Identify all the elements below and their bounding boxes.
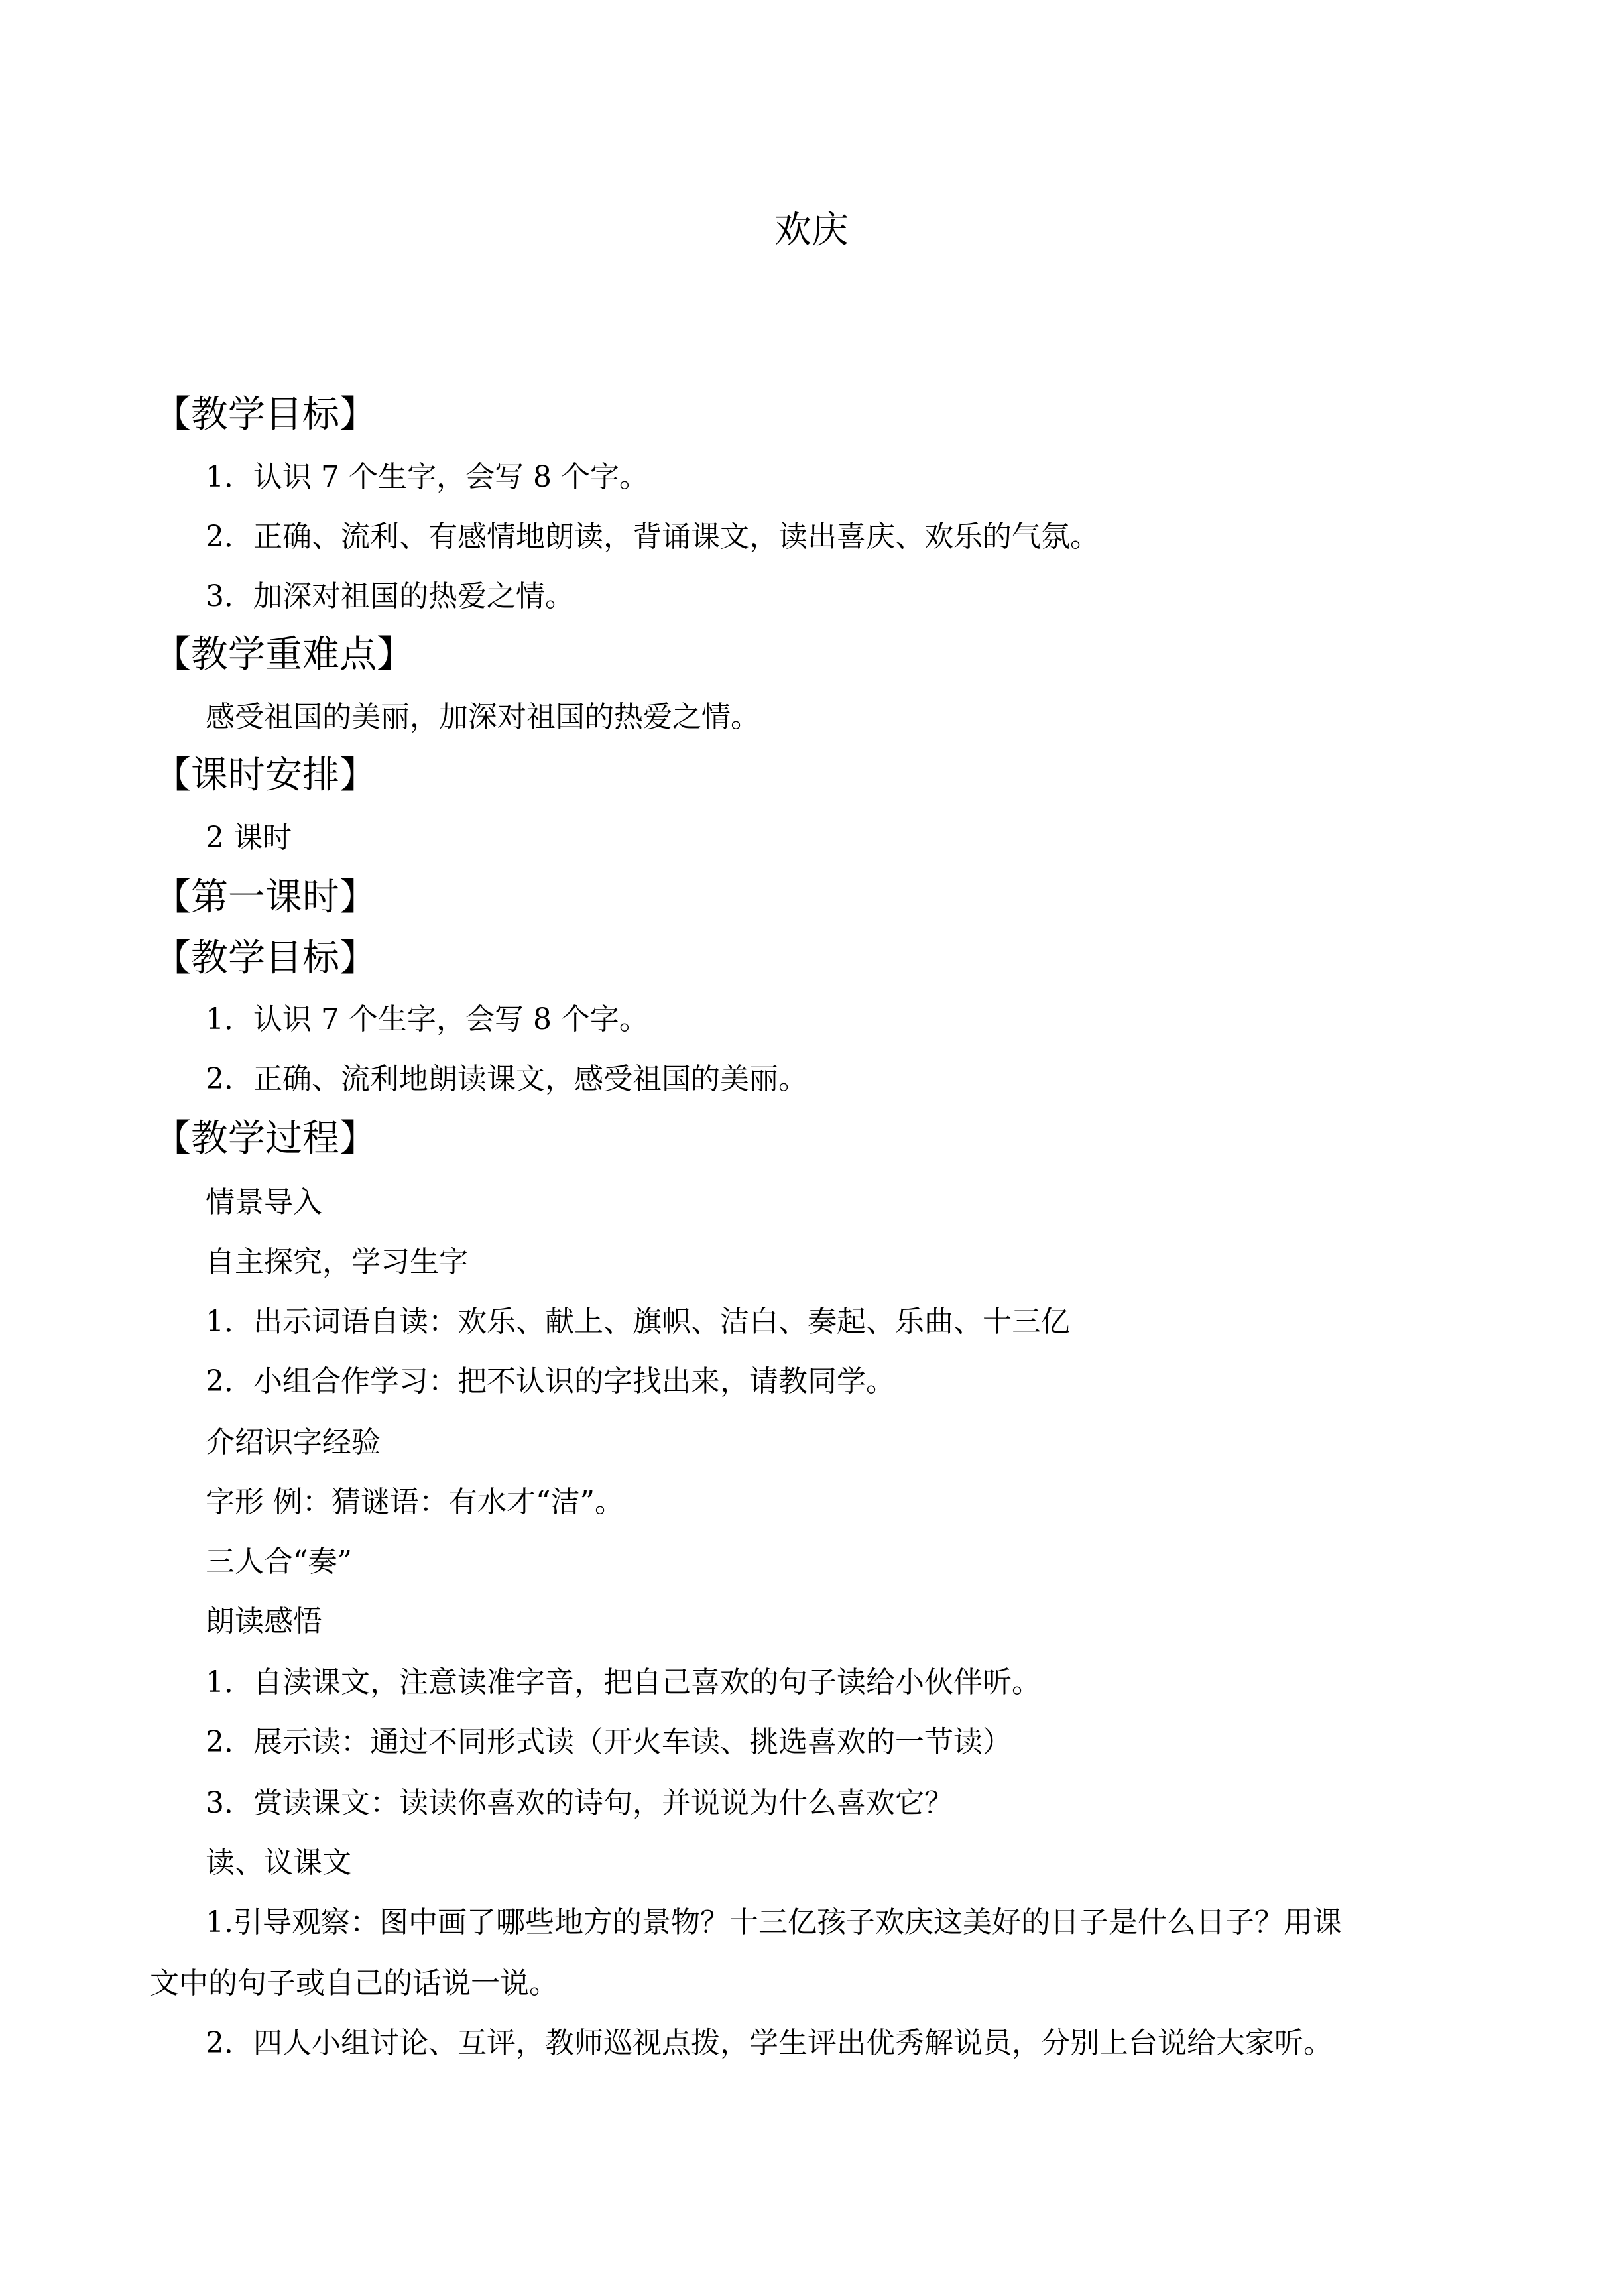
process-line: 2．小组合作学习：把不认识的字找出来，请教同学。 <box>206 1364 895 1398</box>
schedule-text: 2 课时 <box>206 821 292 855</box>
section-heading-goals: 【教学目标】 <box>154 393 377 436</box>
process-line-continuation: 文中的句子或自己的话说一说。 <box>150 1966 558 2000</box>
section-heading-key-points: 【教学重难点】 <box>154 633 414 676</box>
key-points-text: 感受祖国的美丽，加深对祖国的热爱之情。 <box>206 700 760 734</box>
process-line: 3．赏读课文：读读你喜欢的诗句，并说说为什么喜欢它？ <box>206 1786 953 1820</box>
process-line: 情景导入 <box>206 1185 322 1219</box>
process-line: 1．自渎课文，注意读准字音，把自己喜欢的句子读给小伙伴听。 <box>206 1665 1041 1699</box>
process-line: 三人合“奏” <box>206 1545 352 1579</box>
page-title: 欢庆 <box>774 209 849 252</box>
process-line: 1．出示词语自读：欢乐、献上、旗帜、洁白、奏起、乐曲、十三亿 <box>206 1305 1070 1339</box>
process-line: 2．展示读：通过不同形式读（开火车读、挑选喜欢的一节读） <box>206 1725 1012 1759</box>
process-line: 读、议课文 <box>206 1846 351 1880</box>
lesson-goal-item: 1．认识 7 个生字，会写 8 个字。 <box>206 1002 648 1036</box>
goal-item: 1．认识 7 个生字，会写 8 个字。 <box>206 460 648 494</box>
section-heading-schedule: 【课时安排】 <box>154 754 377 797</box>
process-line: 2．四人小组讨论、互评，教师巡视点拨，学生评出优秀解说员，分别上台说给大家听。 <box>206 2026 1333 2060</box>
process-line: 1.引导观察：图中画了哪些地方的景物？十三亿孩子欢庆这美好的日子是什么日子？用课 <box>206 1905 1342 1939</box>
lesson-goal-item: 2．正确、流利地朗读课文，感受祖国的美丽。 <box>206 1062 808 1096</box>
section-heading-lesson-one: 【第一课时】 <box>154 876 377 919</box>
goal-item: 2．正确、流利、有感情地朗读，背诵课文，读出喜庆、欢乐的气氛。 <box>206 520 1099 554</box>
section-heading-process: 【教学过程】 <box>154 1117 377 1160</box>
process-line: 自主探究，学习生字 <box>206 1245 468 1279</box>
goal-item: 3．加深对祖国的热爱之情。 <box>206 579 574 613</box>
process-line: 字形 例：猜谜语：有水才“洁”。 <box>206 1485 624 1519</box>
process-line: 朗读感悟 <box>206 1604 322 1638</box>
process-line: 介绍识字经验 <box>206 1425 381 1459</box>
section-heading-lesson-goals: 【教学目标】 <box>154 937 377 980</box>
